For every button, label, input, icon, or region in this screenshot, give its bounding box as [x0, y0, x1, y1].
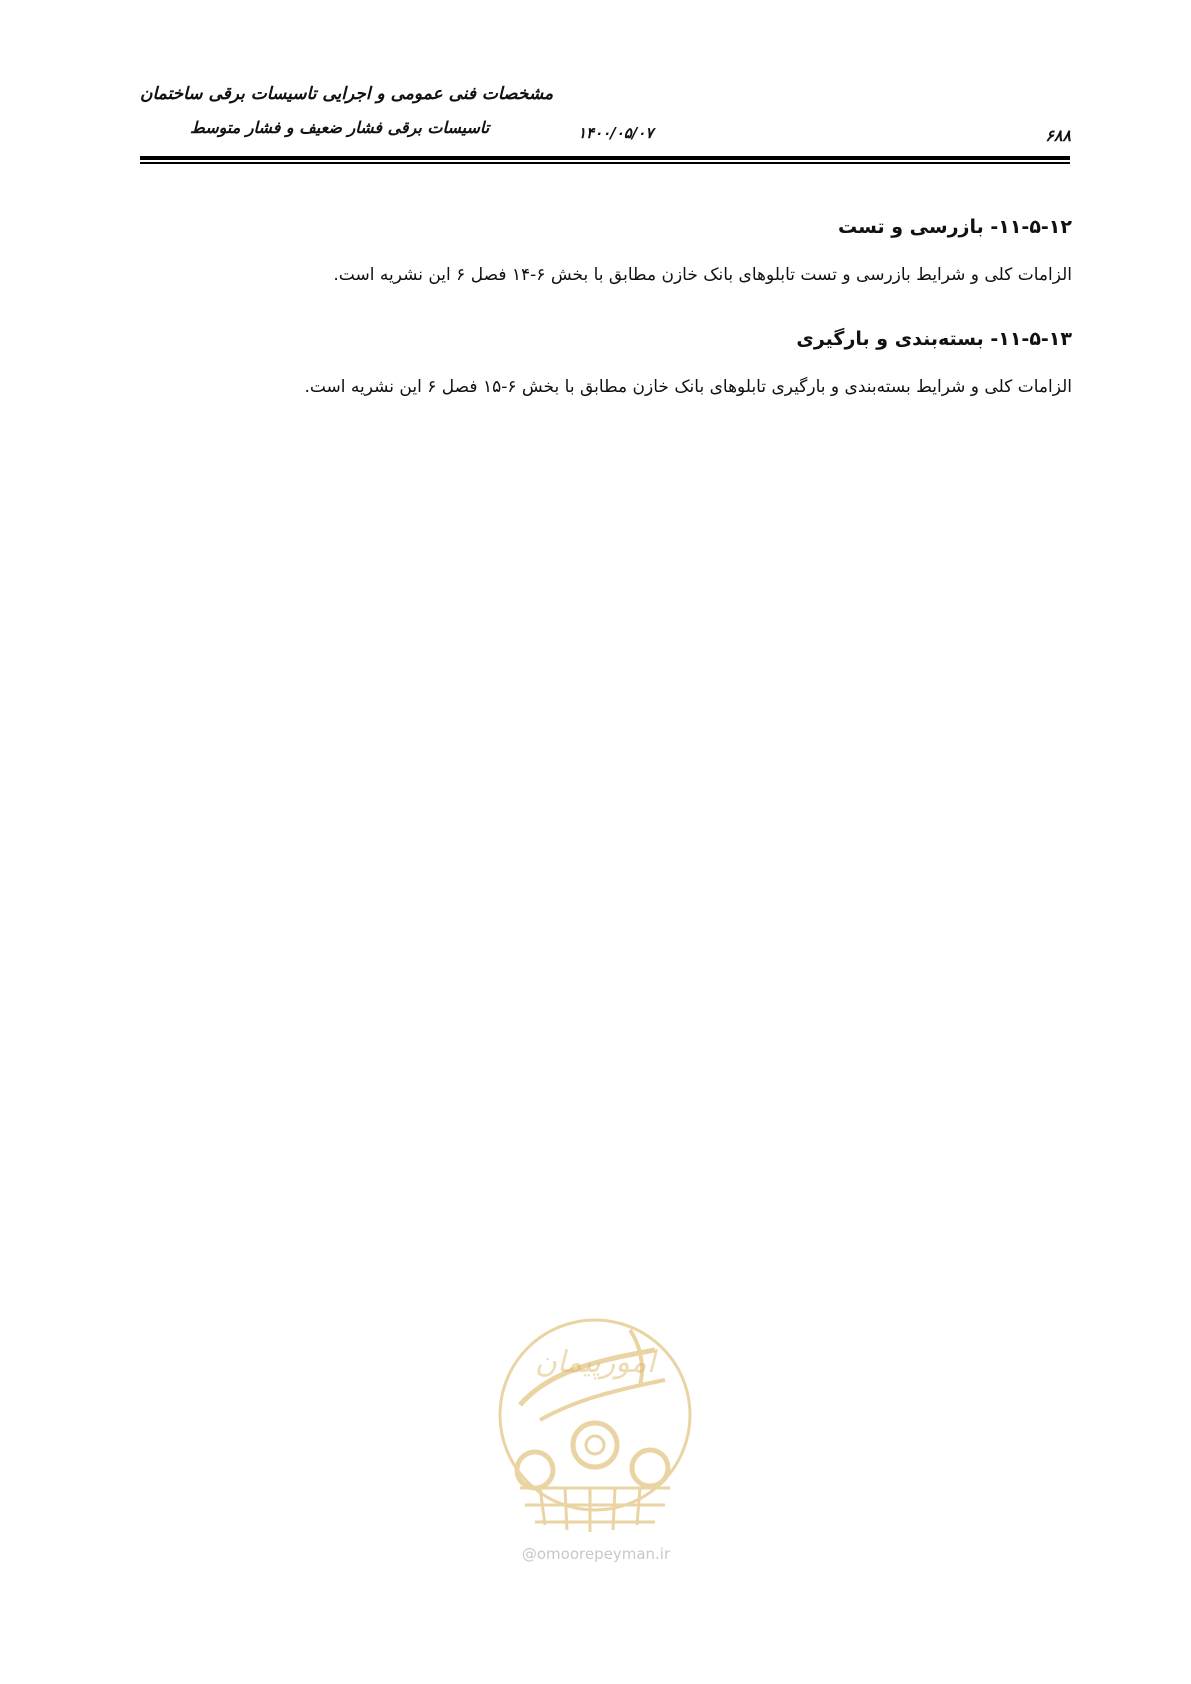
page-number: ۶۸۸ — [1045, 126, 1071, 145]
document-title: مشخصات فنی عمومی و اجرایی تاسیسات برقی ساختمان — [140, 84, 554, 104]
page-body — [140, 212, 1072, 436]
section-heading: ۱۱-۵-۱۲- بازرسی و تست — [838, 216, 1072, 238]
header-rule-thin — [140, 162, 1070, 164]
section — [140, 324, 1072, 402]
watermark-logo-text: امورپیمان — [534, 1345, 656, 1380]
section-paragraph: الزامات کلی و شرایط بسته‌بندی و بارگیری تابلوهای بانک خازن مطابق با بخش ۶-۱۵ فصل ۶ این نشریه است. — [304, 377, 1072, 397]
document-subtitle: تاسیسات برقی فشار ضعیف و فشار متوسط — [190, 118, 490, 137]
header-rule-thick — [140, 156, 1070, 160]
section-heading: ۱۱-۵-۱۳- بسته‌بندی و بارگیری — [796, 328, 1072, 350]
section — [140, 212, 1072, 290]
document-date: ۱۴۰۰/۰۵/۰۷ — [578, 124, 654, 142]
section-paragraph: الزامات کلی و شرایط بازرسی و تست تابلوهای بانک خازن مطابق با بخش ۶-۱۴ فصل ۶ این نشریه است. — [333, 265, 1072, 285]
watermark-logo — [480, 1310, 710, 1570]
watermark-url: @omoorepeyman.ir — [521, 1545, 671, 1563]
